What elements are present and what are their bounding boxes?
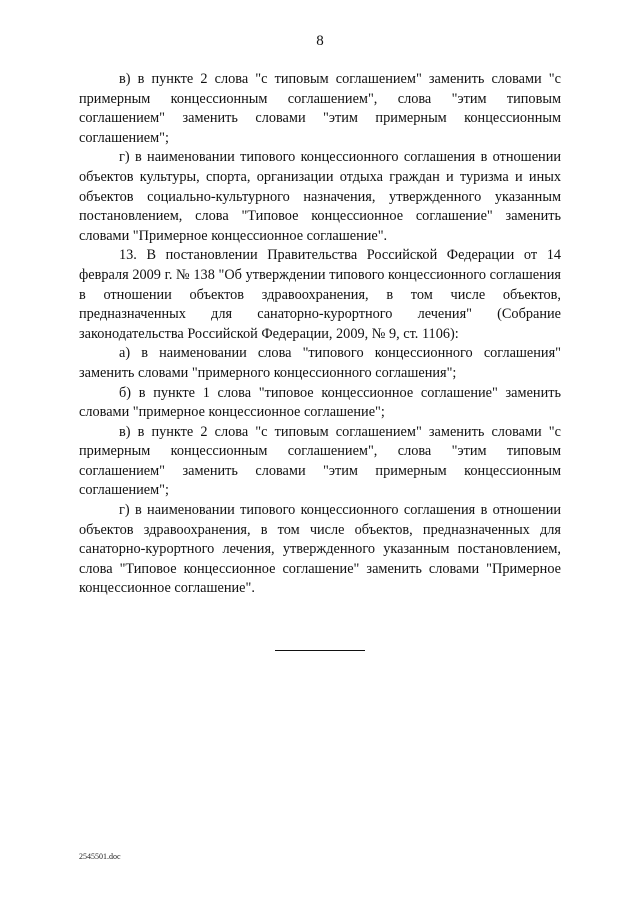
paragraph-item-v-1: в) в пункте 2 слова "с типовым соглашением" заменить словами "с примерным концессионным соглашением", слова "этим типовым соглашением" заменить словами "этим примерным концессионным соглашением";: [79, 71, 561, 146]
page-number: 8: [316, 33, 324, 49]
paragraph-item-a: а) в наименовании слова "типового концессионного соглашения" заменить словами "примерного концессионного соглашения";: [79, 345, 561, 381]
paragraph-item-v-2: в) в пункте 2 слова "с типовым соглашением" заменить словами "с примерным концессионным соглашением", слова "этим типовым соглашением" заменить словами "этим примерным концессионным соглашением";: [79, 423, 561, 499]
paragraph-item-13: 13. В постановлении Правительства Российской Федерации от 14 февраля 2009 г. № 138 "Об утверждении типового концессионного соглашения в отношении объектов здравоохранения, в том числе объектов, предназначенных для санаторно-курортного лечения" (Собрание законодательства Российской Федерации, 2009, № 9, ст. 1106):: [79, 247, 561, 342]
end-separator-line: [275, 650, 365, 651]
paragraph-item-g-2: г) в наименовании типового концессионного соглашения в отношении объектов здравоохранения, в том числе объектов, предназначенных для санаторно-курортного лечения, утвержденного указанным постановлением, слова "Типовое концессионное соглашение" заменить словами "Примерное концессионное соглашение".: [79, 502, 561, 597]
document-body: [79, 70, 561, 599]
document-id: 2545501.doc: [79, 852, 121, 861]
paragraph-item-g-1: г) в наименовании типового концессионного соглашения в отношении объектов культуры, спорта, организации отдыха граждан и туризма и иных объектов социально-культурного назначения, утвержденного указанным постановлением, слова "Типовое концессионное соглашение" заменить словами "Примерное концессионное соглашение".: [79, 149, 561, 244]
paragraph-item-b: б) в пункте 1 слова "типовое концессионное соглашение" заменить словами "примерное концессионное соглашение";: [79, 384, 561, 421]
